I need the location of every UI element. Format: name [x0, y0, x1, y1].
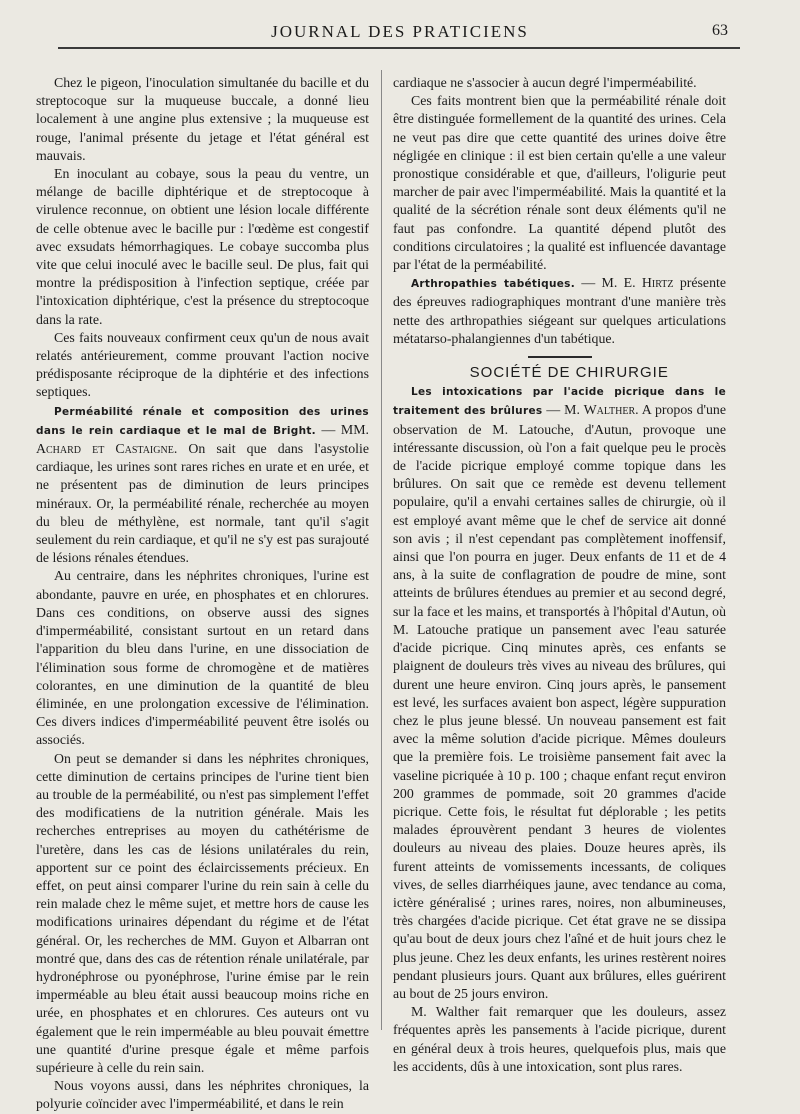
- paragraph: En inoculant au cobaye, sous la peau du ventre, un mélange de bacille diphtérique et de streptocoque à virulence reconnue, on obtient une lésion locale différente de celle obtenue avec le bacille pur : l'œdème est congestif avec exsudats hémorrhagiques. Le cobaye succomba plus vite que celui inoculé avec le bacille seul. De plus, fait qui montre la prédisposition à l'infection septique, créée par l'intoxication diphtérique, c'est la présence du streptocoque dans la rate.: [36, 166, 369, 327]
- section-title: SOCIÉTÉ DE CHIRURGIE: [469, 364, 669, 382]
- paragraph: Nous voyons aussi, dans les néphrites chroniques, la polyurie coïncider avec l'imperméabilité, et dans le rein: [36, 1078, 369, 1112]
- article-rubric: Les intoxications par l'acide picrique dans le traitement des brûlures: [393, 386, 726, 418]
- left-column: [36, 74, 369, 1112]
- article-acide-picrique: [393, 382, 726, 1003]
- page-number: 63: [712, 22, 728, 39]
- paragraph: M. Walther fait remarquer que les douleurs, assez fréquentes après les pansements à l'acide picrique, durent en général deux à trois heures, quelquefois plus, mais que les accidents, dûs à une intoxication, sont plus rares.: [393, 1004, 726, 1074]
- article-text: A propos d'une observation de M. Latouche, d'Autun, provoque une intéressante discussion, où l'on a fait quelque peu le procès de l'acide picrique employé comme topique dans les brûlures. On sait que ce remède est devenu tellement populaire, qu'il a envahi certaines salles de chirurgie, où il est employé avant même que le chef de service ait donné son avis ; il n'est cependant pas complètement inoffensif, ainsi que l'on pourra en juger. Deux enfants de 11 et de 4 ans, à la suite de conflagration de poudre de mine, sont atteints de brûlures étendues au premier et au second degré, sur la face et les mains, et transportés à l'hôpital d'Autun, où M. Latouche pratique un pansement avec l'eau saturée d'acide picrique. Cinq minutes après, ces enfants se plaignent de douleurs très vives au niveau des brûlures, qui durent une heure environ. Cinq jours après, le pansement est levé, les surfaces avaient bon aspect, légère suppuration chez le plus jeune blessé. Un nouveau pansement est fait avec la même solution d'acide picrique. Mêmes douleurs que la première fois. Le troisième pansement fait avec la vaseline picriquée à 10 p. 100 ; chaque enfant reçut environ 200 grammes de pommade, soit 20 grammes d'acide picrique. Cette fois, le résultat fut déplorable ; les petits malades éprouvèrent pendant 3 heures de violentes douleurs au niveau des plaies. Douze heures après, ils furent atteints de vomissements incessants, de coliques vives, de selles diarrhéiques jaune, avec tendance au coma, ictère généralisé ; urines rares, noires, non albumineuses, très chargées d'acide picrique. Cet état grave ne se dissipa qu'au bout de deux jours chez l'aîné et de huit jours chez le plus jeune. Chez les deux enfants, les urines restèrent noires pendant plusieurs jours. Quant aux brûlures, elles guérirent au bout de 25 jours environ.: [393, 402, 726, 1001]
- article-authors: — MM. Achard et Castaigne.: [36, 421, 369, 457]
- right-column: [393, 74, 726, 1074]
- section-rule: [528, 356, 592, 358]
- article-text: On sait que dans l'asystolie cardiaque, les urines sont rares riches en urate et en urée, et ne présentent pas de diminution de leurs principes minéraux. Or, la perméabilité rénale, recherchée au moyen du bleu de méthylène, est normale, tant qu'il s'agit seulement du rein cardiaque, et qu'il ne s'y est pas surajouté de lésions rénales étendues.: [36, 441, 369, 566]
- paragraph: Au centraire, dans les néphrites chroniques, l'urine est abondante, pauvre en urée, en phosphates et en chlorures. Dans ces conditions, on observe aussi des signes d'imperméabilité, consistant surtout en un retard dans l'apparition du bleu dans l'urine, en une dissociation de l'élimination sous forme de chromogène et de matières colorantes, en une diminution de la quantité de bleu éliminée, en une prolongation excessive de l'élimination. Ces divers indices d'imperméabilité peuvent être isolés ou associés.: [36, 568, 369, 748]
- article-rubric: Perméabilité rénale et composition des urines dans le rein cardiaque et le mal de Bright.: [36, 405, 369, 437]
- article-author: — M. E. Hirtz: [575, 275, 674, 291]
- column-divider: [381, 70, 382, 1030]
- page-header: [60, 22, 740, 46]
- article-text: présente des épreuves radiographiques montrant d'une manière très nette des arthropathies siégeant sur quelques articulations métatarso-phalangiennes d'un tabétique.: [393, 275, 726, 346]
- paragraph: Ces faits montrent bien que la perméabilité rénale doit être distinguée formellement de la quantité des urines. Cela ne veut pas dire que cette quantité des urines doive être négligée en clinique : il est bien certain qu'elle a une valeur pronostique considérable et que, d'ailleurs, l'oligurie peut marcher de pair avec l'imperméabilité. Mais la quantité et la qualité de la sécrétion rénale sont deux éléments qu'il ne faut pas confondre. La quantité dépend plutôt des conditions circulatoires ; la qualité est influencée davantage par l'état de la perméabilité.: [393, 93, 726, 273]
- journal-title: JOURNAL DES PRATICIENS: [271, 22, 529, 41]
- article-rubric: Arthropathies tabétiques.: [411, 278, 576, 291]
- paragraph: Ces faits nouveaux confirment ceux qu'un de nous avait relatés antérieurement, comme prouvant l'action nocive prédisposante réciproque de la diphtérie et des infections septiques.: [36, 329, 369, 400]
- header-rule: [58, 47, 740, 49]
- article-author: — M. Walther.: [542, 402, 639, 418]
- paragraph: Chez le pigeon, l'inoculation simultanée du bacille et du streptocoque sur la muqueuse buccale, a donné lieu localement à une angine plus extensive ; la muqueuse est rouge, l'animal présente du jetage et l'état général est mauvais.: [36, 75, 369, 163]
- paragraph: cardiaque ne s'associer à aucun degré l'imperméabilité.: [393, 75, 697, 90]
- article-arthropathies: [393, 274, 726, 348]
- article-permeabilite: [36, 402, 369, 568]
- paragraph: On peut se demander si dans les néphrites chroniques, cette diminution de certains principes de l'urine tient bien au trouble de la perméabilité, ou n'est pas simplement l'effet des modificatiens de la nutrition générale. Mais les recherches entreprises au moyen du cathétérisme de l'uretère, dans les cas de lésions unilatérales du rein, apportent sur ce point des éclaircissements précieux. En effet, on peut ainsi comparer l'urine du rein sain à celle du rein malade chez le même sujet, et mettre hors de cause les modifications urinaires dépendant du régime et de l'état général. Or, les recherches de MM. Guyon et Albarran ont montré que, dans des cas de rétention rénale unilatérale, par hydronéphrose ou pyonéphrose, l'urine émise par le rein imperméable au bleu était aussi beaucoup moins riche en urée, en phosphates et en chlorures. Ces auteurs ont vu également que le rein imperméable au bleu pouvait émettre une quantité d'urine presque égale et même parfois supérieure à celle du rein sain.: [36, 750, 369, 1075]
